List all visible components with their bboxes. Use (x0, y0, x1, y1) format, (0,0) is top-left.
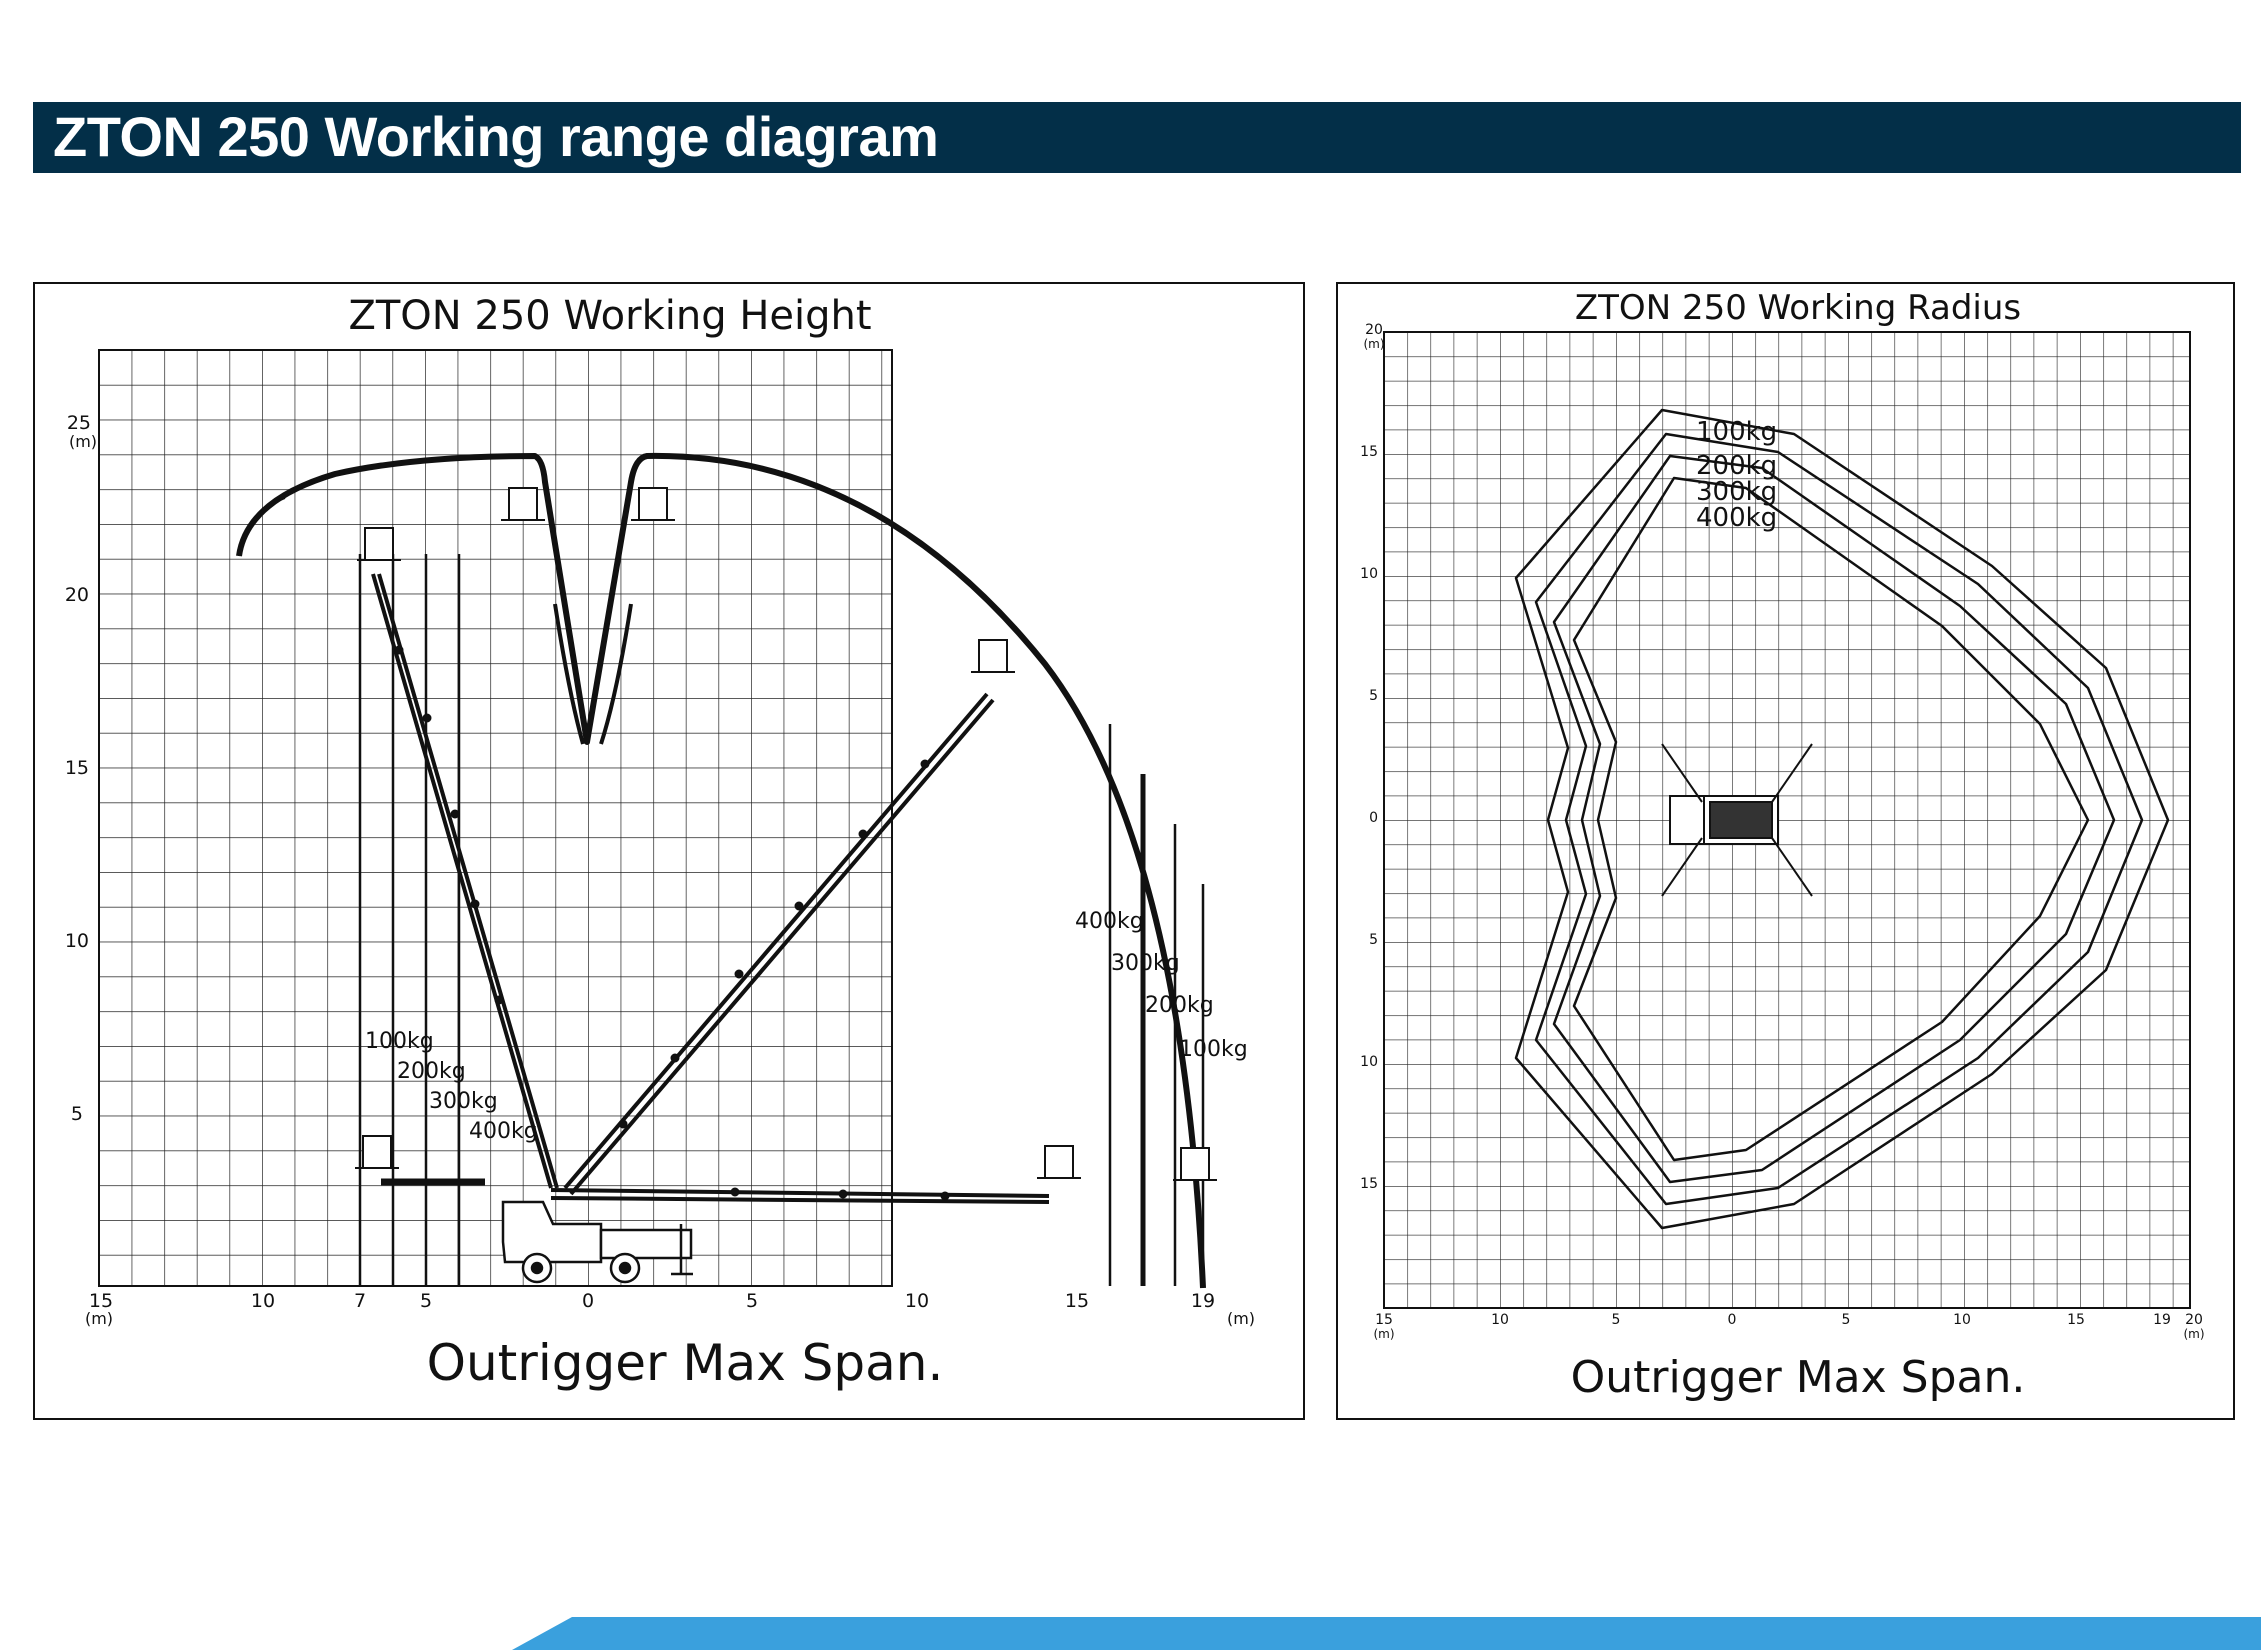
x-tick-label: 10 (1491, 1312, 1509, 1328)
load-label-200kg: 200kg (1145, 993, 1214, 1018)
working-height-panel (33, 282, 1305, 1420)
x-tick-label: 5 (1611, 1312, 1621, 1328)
height-y-axis (65, 412, 97, 1125)
y-tick-label: 15 (1360, 1176, 1378, 1192)
footer-accent-bar (0, 1617, 2261, 1650)
load-label-300kg: 300kg (1696, 477, 1778, 507)
load-label-400kg: 400kg (469, 1119, 538, 1144)
load-label-200kg: 200kg (1696, 451, 1778, 481)
x-tick-label: 0 (581, 1290, 595, 1312)
height-x-axis (85, 1290, 1255, 1328)
x-unit-label: (m) (1373, 1327, 1395, 1341)
y-unit-label: (m) (68, 432, 98, 451)
x-tick-label: 19 (1190, 1290, 1216, 1312)
y-tick-label: 20 (64, 584, 89, 606)
radius-grid (1384, 332, 2190, 1308)
x-tick-label: 15 (1375, 1312, 1393, 1328)
height-chart-footer: Outrigger Max Span. (426, 1334, 944, 1392)
x-tick-label: 10 (904, 1290, 930, 1312)
y-tick-label: 15 (1360, 444, 1378, 460)
x-tick-label: 15 (88, 1290, 114, 1312)
height-grid (99, 350, 892, 1286)
y-tick-label: 25 (66, 412, 91, 434)
x-tick-label: 7 (353, 1290, 367, 1312)
x-tick-label: 5 (419, 1290, 433, 1312)
y-tick-label: 5 (1369, 688, 1378, 704)
y-tick-label: 5 (1369, 932, 1378, 948)
height-chart-title: ZTON 250 Working Height (348, 293, 872, 339)
load-label-200kg: 200kg (397, 1059, 466, 1084)
y-tick-label: 15 (64, 757, 89, 779)
x-unit-label: (m) (2183, 1327, 2205, 1341)
y-tick-label: 5 (70, 1103, 83, 1125)
load-label-300kg: 300kg (1111, 951, 1180, 976)
radius-y-axis (1360, 322, 1384, 1192)
radius-chart-footer: Outrigger Max Span. (1570, 1352, 2026, 1403)
load-label-100kg: 100kg (1179, 1037, 1248, 1062)
x-tick-label: 10 (250, 1290, 276, 1312)
x-tick-label: 0 (1727, 1312, 1737, 1328)
x-unit-label: (m) (1226, 1309, 1256, 1328)
x-unit-label: (m) (84, 1309, 114, 1328)
load-label-400kg: 400kg (1696, 503, 1778, 533)
y-tick-label: 0 (1369, 810, 1378, 826)
x-tick-label: 15 (2067, 1312, 2085, 1328)
radius-x-axis (1373, 1312, 2204, 1341)
working-radius-panel (1336, 282, 2235, 1420)
load-label-300kg: 300kg (429, 1089, 498, 1114)
header-bar (33, 102, 2241, 173)
x-tick-label: 19 (2153, 1312, 2171, 1328)
y-tick-label: 10 (64, 930, 89, 952)
page-title: ZTON 250 Working range diagram (53, 105, 939, 168)
x-tick-label: 15 (1064, 1290, 1090, 1312)
x-tick-label: 5 (745, 1290, 759, 1312)
load-label-100kg: 100kg (365, 1029, 434, 1054)
radius-load-labels (1696, 417, 1777, 533)
y-tick-label: 10 (1360, 1054, 1378, 1070)
y-tick-label: 10 (1360, 566, 1378, 582)
y-tick-label: 20 (1365, 322, 1383, 338)
x-tick-label: 10 (1953, 1312, 1971, 1328)
radius-chart-title: ZTON 250 Working Radius (1574, 288, 2022, 328)
y-unit-label: (m) (1363, 337, 1385, 351)
load-label-400kg: 400kg (1075, 909, 1144, 934)
x-tick-label: 20 (2185, 1312, 2203, 1328)
load-label-100kg: 100kg (1696, 417, 1778, 447)
x-tick-label: 5 (1841, 1312, 1851, 1328)
